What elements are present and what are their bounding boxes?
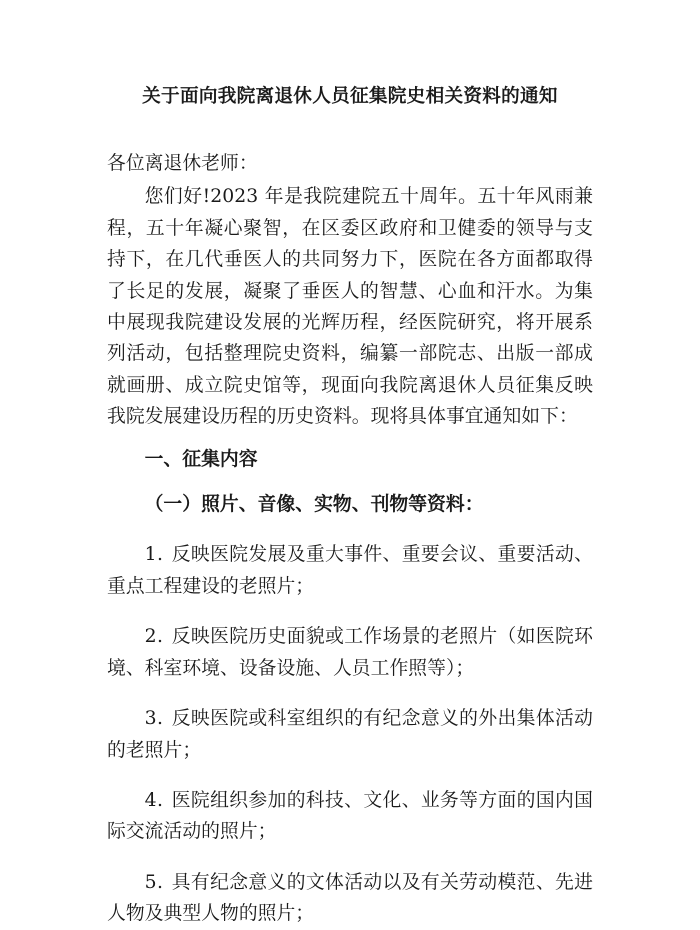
list-item <box>107 520 593 602</box>
salutation: 各位离退休老师： <box>107 153 258 174</box>
list-item-text: 反映医院或科室组织的有纪念意义的外出集体活动的老照片； <box>107 708 593 761</box>
list-item-marker: 3. <box>144 708 164 730</box>
list-item-text: 具有纪念意义的文体活动以及有关劳动模范、先进人物及典型人物的照片； <box>107 871 593 925</box>
list-item <box>107 684 593 766</box>
list-item <box>107 848 593 930</box>
list-item <box>107 766 593 848</box>
list-item-marker: 2. <box>144 626 164 648</box>
list-item-marker: 4. <box>144 789 164 811</box>
list-item <box>107 602 593 684</box>
list-item-marker: 5. <box>144 871 164 893</box>
section-heading-collection-content: 一、征集内容 <box>144 447 258 470</box>
document-body <box>107 0 593 930</box>
list-item-text: 反映医院发展及重大事件、重要会议、重要活动、重点工程建设的老照片； <box>107 544 593 597</box>
subsection-heading-materials: （一）照片、音像、实物、刊物等资料： <box>144 493 484 516</box>
list-item-text: 反映医院历史面貌或工作场景的老照片（如医院环境、科室环境、设备设施、人员工作照等）； <box>107 626 593 679</box>
list-item-text: 医院组织参加的科技、文化、业务等方面的国内国际交流活动的照片； <box>107 789 593 843</box>
list-item-marker: 1. <box>144 544 164 566</box>
intro-paragraph: 您们好!2023 年是我院建院五十周年。五十年风雨兼程，五十年凝心聚智，在区委区政府和卫健委的领导与支持下，在几代垂医人的共同努力下，医院在各方面都取得了长足的发展，凝聚了垂医人的智慧、心血和汗水。为集中展现我院建设发展的光辉历程，经医院研究，将开展系列活动，包括整理院史资料，编纂一部院志、出版一部成就画册、成立院史馆等，现面向我院离退休人员征集反映我院发展建设历程的历史资料。现将具体事宜通知如下： <box>107 186 593 428</box>
document-title: 关于面向我院离退休人员征集院史相关资料的通知 <box>142 86 558 107</box>
